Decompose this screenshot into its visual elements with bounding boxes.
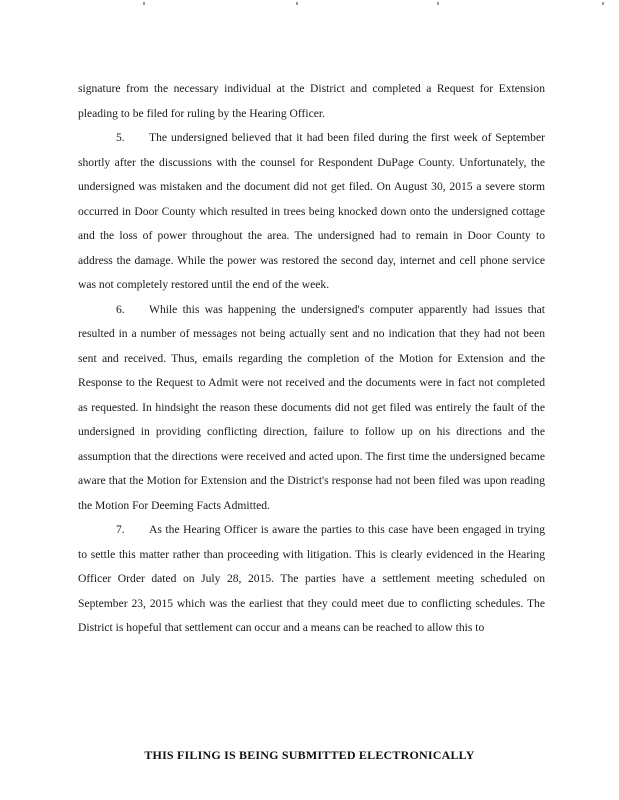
scan-artifact xyxy=(437,2,439,5)
continuation-paragraph: signature from the necessary individual at the District and completed a Request for Extension pleading to be filed for ruling by the Hearing Officer. xyxy=(78,82,545,120)
paragraph-7 xyxy=(78,518,545,641)
scan-artifact xyxy=(602,2,604,5)
scan-artifact xyxy=(143,2,145,5)
paragraph-text: As the Hearing Officer is aware the parties to this case have been engaged in trying to settle this matter rather than proceeding with litigation. This is clearly evidenced in the Hearing Officer Order dated on July 28, 2015. The parties have a settlement meeting scheduled on September 23, 2015 which was the earliest that they could meet due to conflicting schedules. The District is hopeful that settlement can occur and a means can be reached to allow this to xyxy=(78,523,545,634)
paragraph-5 xyxy=(78,126,545,298)
paragraph-text: The undersigned believed that it had been filed during the first week of September shortly after the discussions with the counsel for Respondent DuPage County. Unfortunately, the undersigned was mistaken and the document did not get filed. On August 30, 2015 a severe storm occurred in Door County which resulted in trees being knocked down onto the undersigned cottage and the loss of power throughout the area. The undersigned had to remain in Door County to address the damage. While the power was restored the second day, internet and cell phone service was not completely restored until the end of the week. xyxy=(78,131,545,291)
document-body xyxy=(78,77,545,641)
paragraph-number: 7. xyxy=(116,523,125,536)
paragraph-text: While this was happening the undersigned's computer apparently had issues that resulted in a number of messages not being actually sent and no indication that they had not been sent and received. Thus, emails regarding the completion of the Motion for Extension and the Response to the Request to Admit were not received and the documents were in fact not completed as requested. In hindsight the reason these documents did not get filed was entirely the fault of the undersigned in providing conflicting direction, failure to follow up on his directions and the assumption that the directions were received and acted upon. The first time the undersigned became aware that the Motion for Extension and the District's response had not been filed was upon reading the Motion For Deeming Facts Admitted. xyxy=(78,302,545,512)
paragraph-number: 5. xyxy=(116,131,125,144)
page-footer: THIS FILING IS BEING SUBMITTED ELECTRONICALLY xyxy=(144,748,475,762)
scan-artifact xyxy=(296,2,298,5)
paragraph-6 xyxy=(78,298,545,519)
paragraph-number: 6. xyxy=(116,302,125,316)
